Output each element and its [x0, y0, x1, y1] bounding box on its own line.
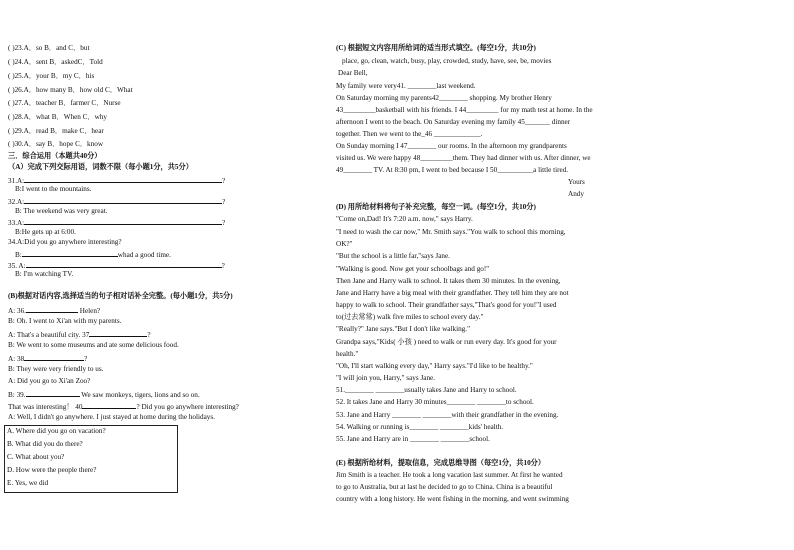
q32-b: B: The weekend was very great. — [15, 207, 108, 215]
fill-question-54: 54. Walking or running is________ ________kids' health. — [336, 423, 504, 431]
q31-a: 31.A: ? — [8, 177, 226, 185]
letter-greeting: Dear Bell, — [338, 69, 368, 77]
section-3-title: 三．综合运用（本题共40分） — [8, 152, 102, 160]
dialog-line-3: A: That's a beautiful city. 37 ? — [8, 331, 151, 339]
passage-e-line-2: to go to Australia, but at last he decided to go to China. China is a beautiful — [336, 483, 553, 491]
section-e-title: (E) 根据所给材料，提取信息，完成思维导图（每空1分，共10分） — [336, 459, 546, 467]
passage-e-line-1: Jim Smith is a teacher. He took a long vacation last summer. At first he wanted — [336, 471, 563, 479]
q35-b: B: I'm watching TV. — [15, 270, 74, 278]
mc-question-23: ( )23.A．so B．and C．but — [8, 44, 90, 52]
q33-a: 33.A: ? — [8, 219, 226, 227]
story-line-12: health." — [336, 350, 359, 358]
options-box — [4, 425, 178, 493]
section-3a-title: （A）完成下列交际用语，词数不限（每小题1分，共5分） — [8, 163, 193, 171]
fill-question-52: 52. It takes Jane and Harry 30 minutes________ ________to school. — [336, 398, 534, 406]
story-line-5: "Walking is good. Now get your schoolbags and go!" — [336, 265, 490, 273]
story-line-10: "Really?" Jane says."But I don't like walking." — [336, 325, 470, 333]
letter-line-7: visited us. We were happy 48_________them. They had dinner with us. After dinner, we — [336, 154, 591, 162]
dialog-line-5: A: 38 ? — [8, 355, 88, 363]
letter-line-8: 49________ TV. At 8:30 pm, I went to bed because I 50__________a little tired. — [336, 166, 569, 174]
section-c-title: (C) 根据短文内容用所给词的适当形式填空。(每空1分，共10分) — [336, 44, 536, 52]
letter-line-1: My family were very41. ________last weekend. — [336, 82, 476, 90]
q33-b: B:He gets up at 6:00. — [15, 228, 76, 236]
mc-question-26: ( )26.A．how many B．how old C．What — [8, 86, 133, 94]
letter-sign-andy: Andy — [568, 190, 584, 198]
option-b: B. What did you do there? — [7, 440, 83, 448]
dialog-line-8: B: 39. We saw monkeys, tigers, lions and so on. — [8, 391, 200, 399]
letter-line-4: afternoon I went to the beach. On Saturday evening my family 45_______ dinner — [336, 118, 571, 126]
q34-b: B: whad a good time. — [15, 251, 171, 259]
fill-question-53: 53. Jane and Harry ________ ________with their grandfather in the evening. — [336, 411, 559, 419]
dialog-line-4: B: We went to some museums and ate some delicious food. — [8, 341, 179, 349]
option-d: D. How were the people there? — [7, 466, 97, 474]
fill-question-55: 55. Jane and Harry are in ________ ________school. — [336, 435, 490, 443]
q31-b: B:I went to the mountains. — [15, 185, 92, 193]
letter-sign-yours: Yours — [568, 178, 585, 186]
letter-line-2: On Saturday morning my parents42________ shopping. My brother Henry — [336, 94, 552, 102]
story-line-13: "Oh, I'll start walking every day," Harry says."I'd like to be healthy." — [336, 362, 533, 370]
q34-a: 34.A:Did you go anywhere interesting? — [8, 238, 122, 246]
story-line-9: to(过去常常) walk five miles to school every day." — [336, 313, 484, 321]
mc-question-28: ( )28.A．what B．When C．why — [8, 113, 108, 121]
story-line-11: Grandpa says,"Kids( 小孩 ) need to walk or run every day. It's good for your — [336, 338, 557, 346]
fill-question-51: 51.________ ________usually takes Jane and Harry to school. — [336, 386, 517, 394]
option-c: C. What about you? — [7, 453, 65, 461]
passage-e-line-3: country with a long history. He went fishing in the morning, and went swimming — [336, 495, 569, 503]
q32-a: 32.A: ? — [8, 198, 226, 206]
story-line-6: Then Jane and Harry walk to school. It takes them 30 minutes. In the evening, — [336, 277, 561, 285]
dialog-line-7: A: Did you go to Xi'an Zoo? — [8, 377, 91, 385]
letter-line-3: 43_________basketball with his friends. I 44_________ for my math test at home. In the — [336, 106, 593, 114]
section-b-title: (B)根据对话内容,选择适当的句子相对话补全完整。(每小题1分，共5分) — [8, 292, 233, 300]
dialog-line-1: A: 36. Helen? — [8, 307, 101, 315]
story-line-8: happy to walk to school. Their grandfather says,"That's good for you!"I used — [336, 301, 557, 309]
mc-question-27: ( )27.A．teacher B．farmer C．Nurse — [8, 99, 121, 107]
word-bank: place, go, clean, watch, busy, play, crowded, study, have, see, be, movies — [342, 57, 552, 65]
story-line-2: "I need to wash the car now," Mr. Smith says."You walk to school this morning, — [336, 228, 566, 236]
letter-line-5: together. Then we went to the_46 _____________. — [336, 130, 483, 138]
story-line-14: "I will join you, Harry," says Jane. — [336, 374, 436, 382]
section-d-title: (D) 用所给材料将句子补充完整，每空一词。(每空1分，共10分) — [336, 203, 536, 211]
option-e: E. Yes, we did — [7, 479, 49, 487]
dialog-line-10: A: Well, I didn't go anywhere. I just stayed at home during the holidays. — [8, 413, 215, 421]
dialog-line-2: B: Oh. I went to Xi'an with my parents. — [8, 317, 122, 325]
letter-line-6: On Sunday morning I 47________ our rooms. In the afternoon my grandparents — [336, 142, 567, 150]
story-line-1: "Come on,Dad! It's 7:20 a.m. now," says Harry. — [336, 215, 473, 223]
mc-question-29: ( )29.A．read B．make C．hear — [8, 127, 104, 135]
q35-a: 35. A: ? — [8, 262, 225, 270]
mc-question-24: ( )24.A．sent B．askedC．Told — [8, 58, 103, 66]
dialog-line-9: That was interesting！ 40 ? Did you go anywhere interesting? — [8, 403, 239, 411]
story-line-7: Jane and Harry have a big meal with their grandfather. They tell him they are not — [336, 289, 569, 297]
story-line-4: "But the school is a little far,"says Jane. — [336, 252, 450, 260]
story-line-3: OK?" — [336, 240, 353, 248]
mc-question-30: ( )30.A．say B．hope C．know — [8, 140, 104, 148]
mc-question-25: ( )25.A．your B．my C．his — [8, 72, 95, 80]
option-a: A. Where did you go on vacation? — [7, 427, 106, 435]
dialog-line-6: B: They were very friendly to us. — [8, 365, 104, 373]
